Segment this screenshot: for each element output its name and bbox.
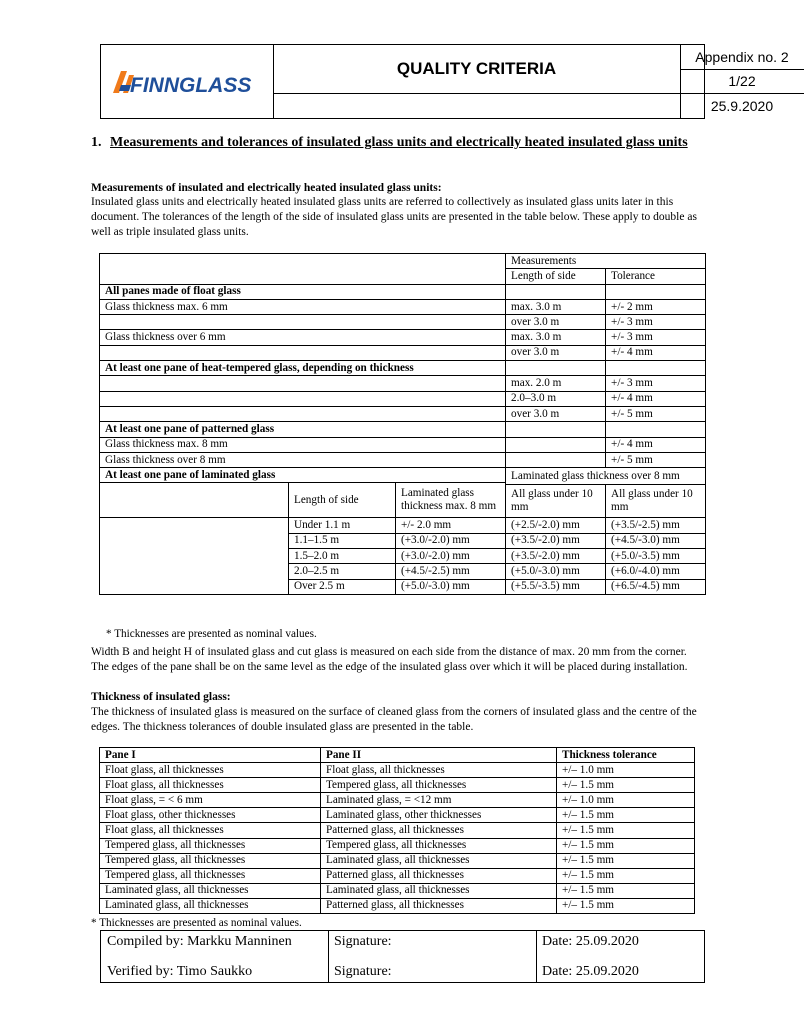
table-row [100, 452, 706, 467]
thickness-heading: Thickness of insulated glass: [91, 691, 231, 703]
column-header: Thickness tolerance [557, 748, 695, 763]
tolerance-cell: (+5.5/-3.5) mm [506, 579, 606, 594]
tolerance-cell: +/– 1.5 mm [557, 868, 695, 883]
compiled-by: Compiled by: Markku Manninen [107, 934, 292, 949]
tolerance-cell: +/- 4 mm [606, 437, 706, 452]
tolerance-cell: +/- 4 mm [606, 391, 706, 406]
tolerance-cell: +/- 2.0 mm [396, 518, 506, 533]
table-row [100, 330, 706, 345]
tolerance-cell: +/– 1.0 mm [557, 763, 695, 778]
appendix-number: Appendix no. 2 [680, 45, 804, 70]
tolerance-cell: +/– 1.5 mm [557, 778, 695, 793]
date-cell [536, 931, 704, 982]
tolerance-cell: (+2.5/-2.0) mm [506, 518, 606, 533]
tolerance-cell: +/- 4 mm [606, 345, 706, 360]
tolerance-cell: +/– 1.5 mm [557, 883, 695, 898]
column-header: Pane I [100, 748, 321, 763]
group-heading: All panes made of float glass [100, 284, 506, 299]
row-label: Glass thickness over 6 mm [100, 330, 506, 345]
pane-one-cell: Float glass, all thicknesses [100, 778, 321, 793]
pane-one-cell: Float glass, other thicknesses [100, 808, 321, 823]
table-row [100, 853, 695, 868]
page-number: 1/22 [680, 69, 804, 94]
tolerance-cell: +/- 3 mm [606, 330, 706, 345]
tolerance-cell: +/- 2 mm [606, 299, 706, 314]
measurements-heading: Measurements of insulated and electrically heated insulated glass units: [91, 182, 442, 194]
tolerance-cell: (+3.0/-2.0) mm [396, 533, 506, 548]
date-label: Date: 25.09.2020 [542, 964, 639, 979]
signature-label: Signature: [334, 964, 392, 979]
signature-cell [328, 931, 537, 982]
pane-two-cell: Tempered glass, all thicknesses [321, 778, 557, 793]
measurements-paragraph: Insulated glass units and electrically heated insulated glass units are referred to collectively as insulated glass units later in this document. The tolerances of the length of the side of insulated glass units are presented in the table below. These apply to double as well as triple insulated glass units. [91, 196, 697, 238]
table-row [100, 778, 695, 793]
table-row [100, 868, 695, 883]
column-header: Length of side [289, 483, 396, 518]
table-row [100, 793, 695, 808]
column-header: Length of side [506, 269, 606, 284]
length-cell: Over 2.5 m [289, 579, 396, 594]
pane-two-cell: Patterned glass, all thicknesses [321, 823, 557, 838]
table-row [100, 345, 706, 360]
column-header: Laminated glass thickness over 8 mm [506, 468, 706, 485]
table-row [100, 808, 695, 823]
tolerance-cell: (+4.5/-2.5) mm [396, 564, 506, 579]
row-label: Glass thickness over 8 mm [100, 452, 506, 467]
pane-one-cell: Laminated glass, all thicknesses [100, 898, 321, 913]
table-corner-cell [100, 254, 506, 285]
length-cell: 1.1–1.5 m [289, 533, 396, 548]
column-header: All glass under 10 mm [506, 485, 606, 518]
table-row [100, 898, 695, 913]
table-row [100, 437, 706, 452]
column-header: Laminated glass thickness max. 8 mm [396, 483, 506, 518]
section-number: 1. [91, 135, 102, 150]
tolerance-cell: +/- 3 mm [606, 315, 706, 330]
length-cell: max. 3.0 m [506, 299, 606, 314]
row-label: Glass thickness max. 6 mm [100, 299, 506, 314]
measurement-method-paragraph: Width B and height H of insulated glass and cut glass is measured on each side from the distance of max. 20 mm from the corner. The edges of the pane shall be on the same level as the edge of the insulated glass over which it will be placed during installation. [91, 646, 688, 673]
length-cell: over 3.0 m [506, 345, 606, 360]
tolerance-cell: (+5.0/-3.5) mm [606, 549, 706, 564]
signature-footer [100, 930, 705, 983]
column-header: Pane II [321, 748, 557, 763]
pane-one-cell: Float glass, all thicknesses [100, 763, 321, 778]
row-label: Glass thickness max. 8 mm [100, 437, 506, 452]
pane-one-cell: Tempered glass, all thicknesses [100, 838, 321, 853]
group-heading: At least one pane of heat-tempered glass, depending on thickness [100, 361, 506, 376]
group-heading: At least one pane of laminated glass [100, 468, 506, 483]
tolerance-cell: (+3.0/-2.0) mm [396, 549, 506, 564]
tolerance-cell: +/– 1.5 mm [557, 823, 695, 838]
pane-two-cell: Float glass, all thicknesses [321, 763, 557, 778]
document-date: 25.9.2020 [710, 97, 774, 114]
pane-one-cell: Laminated glass, all thicknesses [100, 883, 321, 898]
tolerance-cell: (+3.5/-2.0) mm [506, 549, 606, 564]
table-row [100, 823, 695, 838]
company-logo [101, 45, 274, 118]
length-cell: max. 3.0 m [506, 330, 606, 345]
tolerance-cell: (+3.5/-2.0) mm [506, 533, 606, 548]
length-cell: 2.0–3.0 m [506, 391, 606, 406]
section-title: Measurements and tolerances of insulated glass units and electrically heated insulated glass units [110, 135, 688, 150]
date-label: Date: 25.09.2020 [542, 934, 639, 949]
pane-one-cell: Float glass, = < 6 mm [100, 793, 321, 808]
length-cell: over 3.0 m [506, 315, 606, 330]
pane-one-cell: Tempered glass, all thicknesses [100, 853, 321, 868]
pane-two-cell: Laminated glass, all thicknesses [321, 883, 557, 898]
nominal-values-note: * Thicknesses are presented as nominal values. [106, 628, 317, 640]
tolerance-cell: +/- 3 mm [606, 376, 706, 391]
table-row [100, 518, 706, 533]
document-header [100, 44, 789, 119]
length-cell: Under 1.1 m [289, 518, 396, 533]
compiled-cell [101, 931, 329, 982]
pane-two-cell: Tempered glass, all thicknesses [321, 838, 557, 853]
length-cell: 2.0–2.5 m [289, 564, 396, 579]
tolerance-cell: (+3.5/-2.5) mm [606, 518, 706, 533]
column-header: All glass under 10 mm [606, 485, 706, 518]
tolerance-cell: +/– 1.0 mm [557, 793, 695, 808]
pane-two-cell: Laminated glass, other thicknesses [321, 808, 557, 823]
document-title: QUALITY CRITERIA [273, 45, 681, 94]
tolerance-cell: (+4.5/-3.0) mm [606, 533, 706, 548]
column-group-header: Measurements [506, 254, 706, 269]
header-blank-cell [273, 93, 681, 118]
tolerance-cell: (+5.0/-3.0) mm [396, 579, 506, 594]
table-row [100, 391, 706, 406]
side-length-tolerance-table [99, 253, 706, 595]
length-cell: 1.5–2.0 m [289, 549, 396, 564]
thickness-paragraph: The thickness of insulated glass is measured on the surface of cleaned glass from the corners of insulated glass and the centre of the edges. The thickness tolerances of double insulated glass are presented in the table. [91, 706, 697, 733]
length-cell: max. 2.0 m [506, 376, 606, 391]
table-row [100, 315, 706, 330]
thickness-tolerance-table [99, 747, 695, 914]
pane-two-cell: Patterned glass, all thicknesses [321, 898, 557, 913]
table-row [100, 376, 706, 391]
pane-two-cell: Laminated glass, = <12 mm [321, 793, 557, 808]
tolerance-cell: (+5.0/-3.0) mm [506, 564, 606, 579]
table-row [100, 763, 695, 778]
pane-two-cell: Laminated glass, all thicknesses [321, 853, 557, 868]
pane-two-cell: Patterned glass, all thicknesses [321, 868, 557, 883]
verified-by: Verified by: Timo Saukko [107, 964, 253, 979]
tolerance-cell: (+6.5/-4.5) mm [606, 579, 706, 594]
table-row [100, 406, 706, 421]
finnglass-logo-icon [101, 45, 273, 118]
tolerance-cell: +/- 5 mm [606, 406, 706, 421]
table-row [100, 299, 706, 314]
group-heading: At least one pane of patterned glass [100, 422, 506, 437]
tolerance-cell: +/– 1.5 mm [557, 808, 695, 823]
tolerance-cell: (+6.0/-4.0) mm [606, 564, 706, 579]
nominal-values-note: * Thicknesses are presented as nominal values. [91, 917, 302, 929]
column-header: Tolerance [606, 269, 706, 284]
pane-one-cell: Tempered glass, all thicknesses [100, 868, 321, 883]
tolerance-cell: +/– 1.5 mm [557, 898, 695, 913]
signature-label: Signature: [334, 934, 392, 949]
tolerance-cell: +/– 1.5 mm [557, 838, 695, 853]
pane-one-cell: Float glass, all thicknesses [100, 823, 321, 838]
tolerance-cell: +/- 5 mm [606, 452, 706, 467]
table-row [100, 883, 695, 898]
tolerance-cell: +/– 1.5 mm [557, 853, 695, 868]
table-row [100, 838, 695, 853]
svg-text:FINNGLASS: FINNGLASS [130, 74, 252, 97]
length-cell: over 3.0 m [506, 406, 606, 421]
